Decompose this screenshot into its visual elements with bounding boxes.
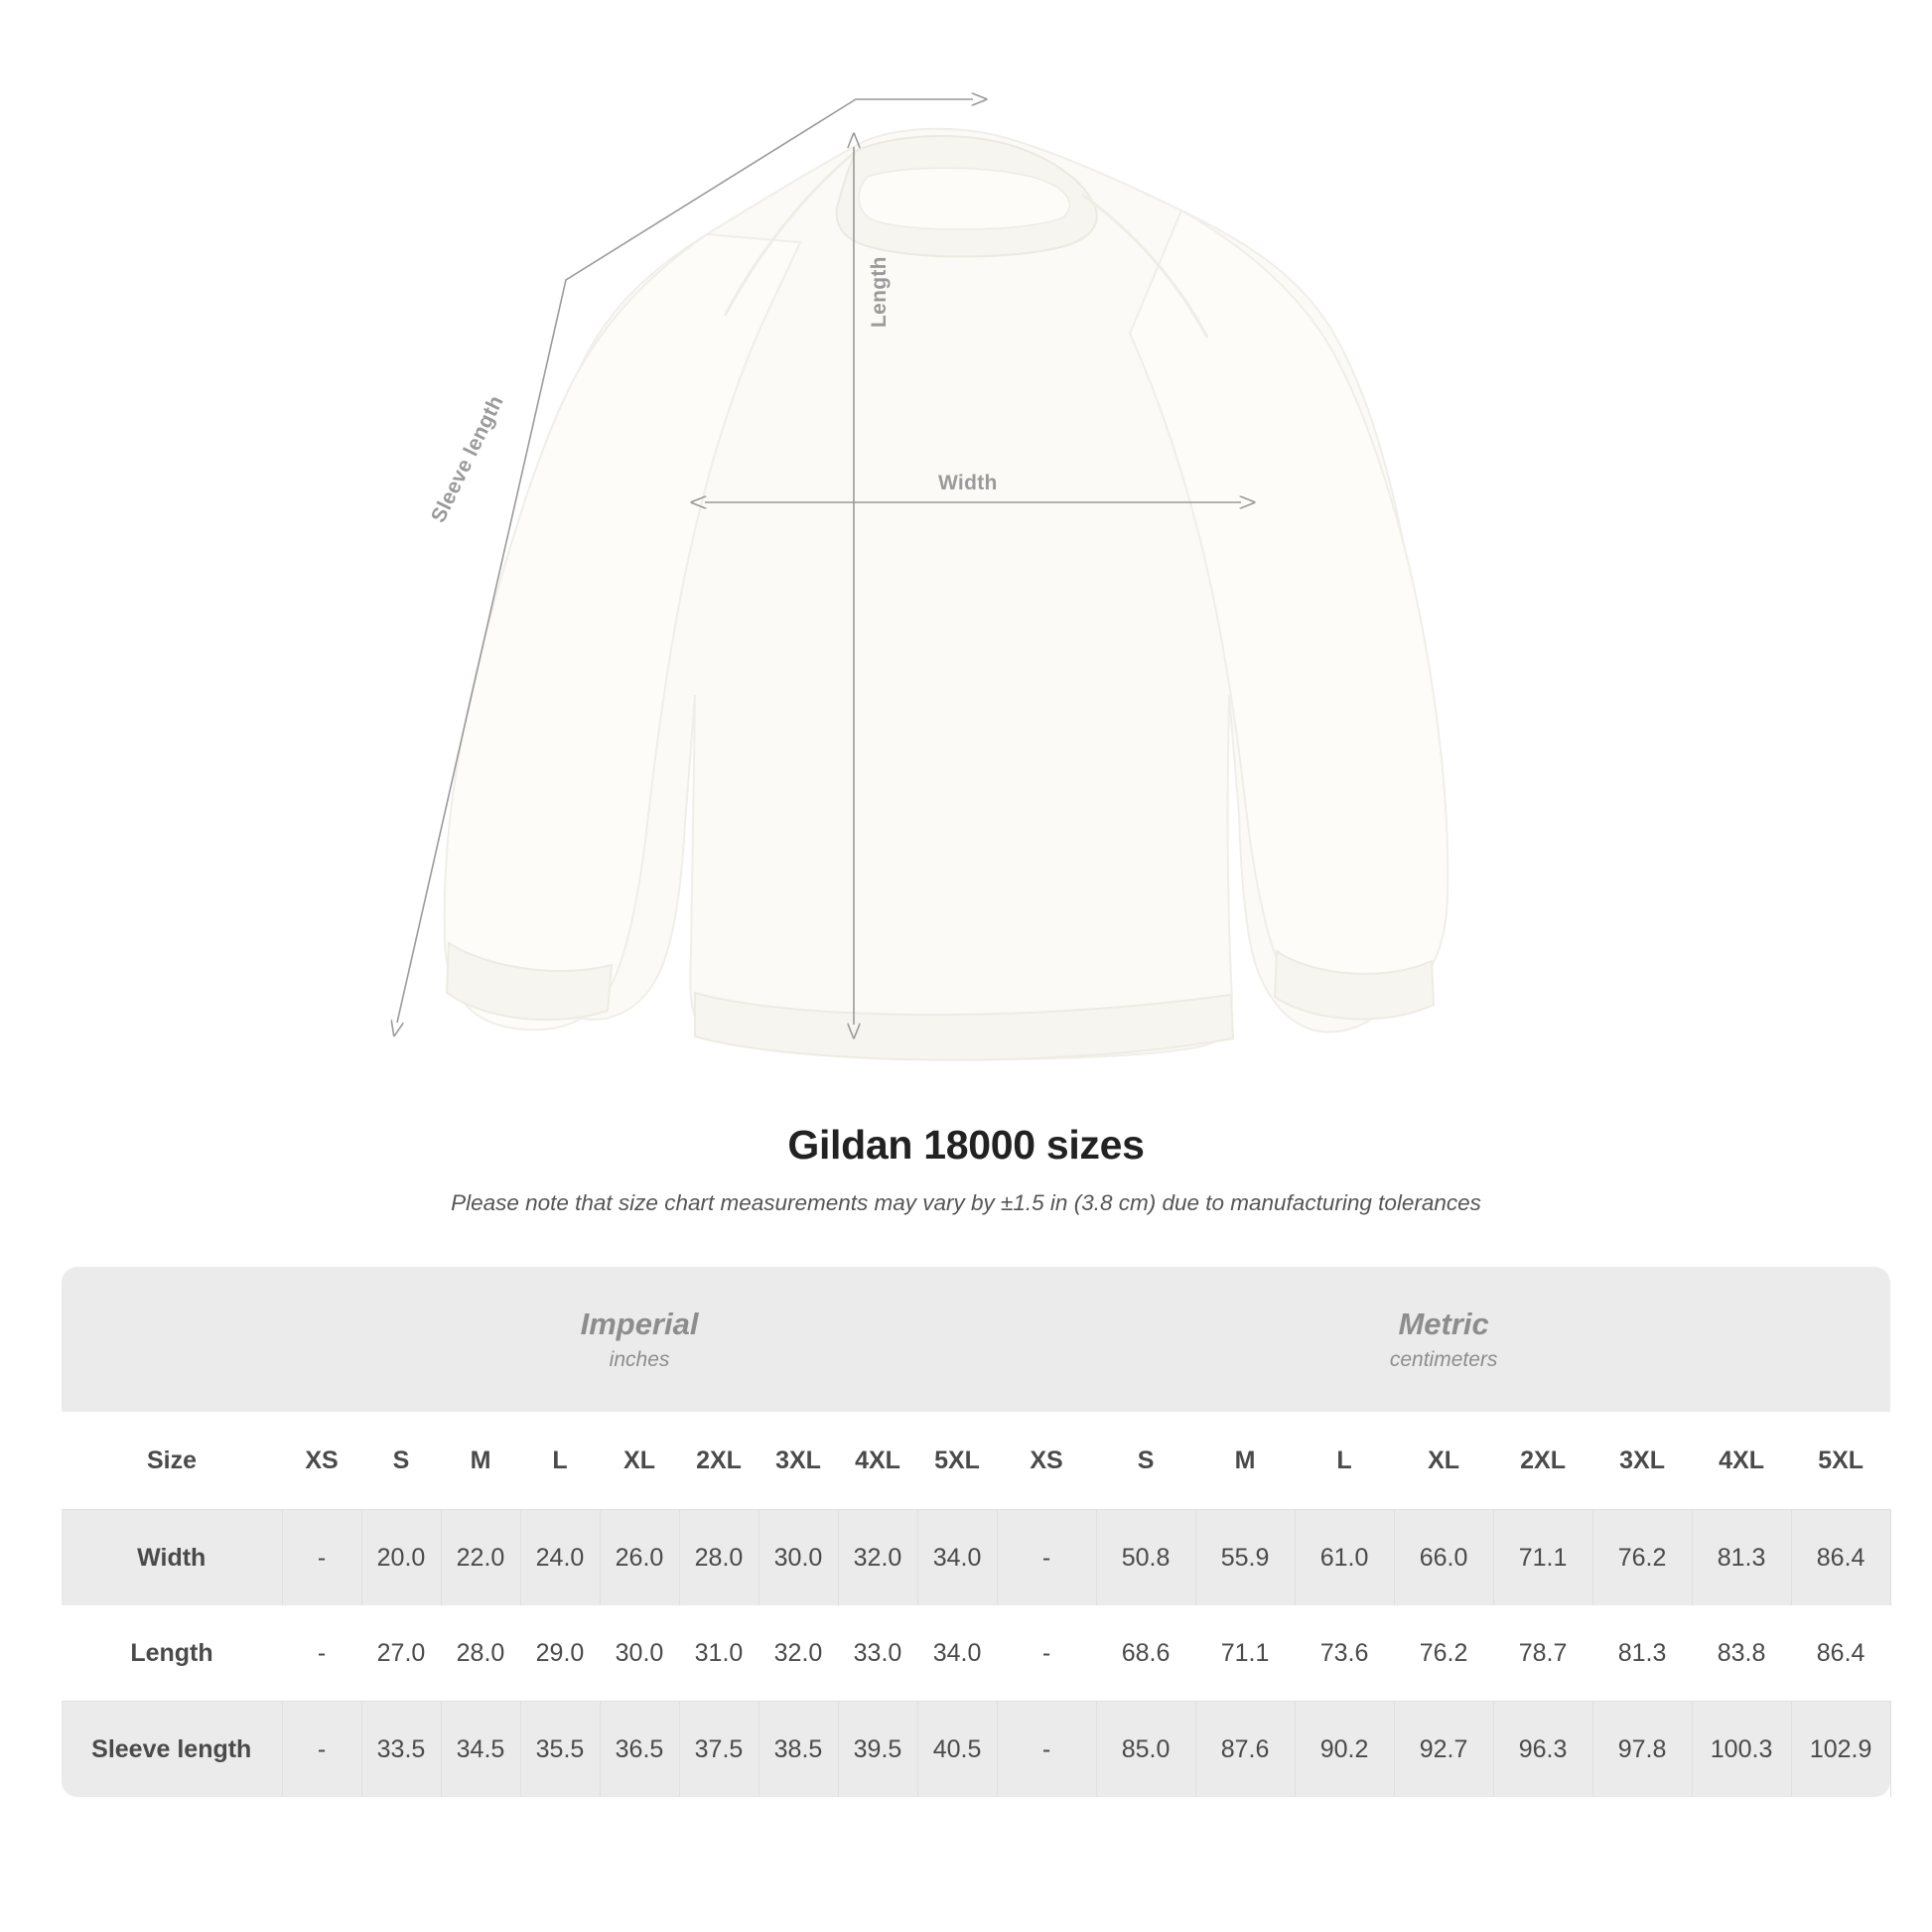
cell-width-metric-s: 50.8 bbox=[1096, 1510, 1195, 1606]
row-label-width: Width bbox=[62, 1510, 282, 1606]
cell-sleeve-imperial-l: 35.5 bbox=[520, 1702, 600, 1798]
cell-sleeve-metric-xl: 92.7 bbox=[1394, 1702, 1493, 1798]
unit-metric-name: Metric bbox=[1398, 1307, 1489, 1342]
unit-metric-cell bbox=[997, 1267, 1890, 1412]
chart-heading bbox=[0, 1122, 1932, 1216]
cell-sleeve-imperial-2xl: 37.5 bbox=[679, 1702, 759, 1798]
cell-width-imperial-5xl: 34.0 bbox=[917, 1510, 997, 1606]
size-header-metric-xs: XS bbox=[997, 1412, 1096, 1510]
cell-length-imperial-5xl: 34.0 bbox=[917, 1605, 997, 1702]
size-header-imperial-2xl: 2XL bbox=[679, 1412, 759, 1510]
cell-sleeve-imperial-s: 33.5 bbox=[361, 1702, 441, 1798]
unit-imperial-name: Imperial bbox=[580, 1307, 699, 1342]
cell-sleeve-imperial-3xl: 38.5 bbox=[759, 1702, 838, 1798]
length-dimension-label: Length bbox=[868, 256, 891, 328]
cell-width-metric-m: 55.9 bbox=[1195, 1510, 1295, 1606]
cell-length-metric-l: 73.6 bbox=[1295, 1605, 1394, 1702]
cell-width-imperial-xs: - bbox=[282, 1510, 361, 1606]
cell-sleeve-metric-2xl: 96.3 bbox=[1493, 1702, 1592, 1798]
cell-length-imperial-xl: 30.0 bbox=[600, 1605, 679, 1702]
unit-header-row bbox=[62, 1267, 1890, 1412]
size-header-row bbox=[62, 1412, 1890, 1510]
size-header-imperial-4xl: 4XL bbox=[838, 1412, 917, 1510]
cell-length-imperial-l: 29.0 bbox=[520, 1605, 600, 1702]
cell-width-imperial-s: 20.0 bbox=[361, 1510, 441, 1606]
size-header-metric-4xl: 4XL bbox=[1692, 1412, 1791, 1510]
size-header-imperial-l: L bbox=[520, 1412, 600, 1510]
unit-spacer-cell bbox=[62, 1267, 282, 1412]
cell-length-imperial-m: 28.0 bbox=[441, 1605, 520, 1702]
cell-sleeve-metric-3xl: 97.8 bbox=[1592, 1702, 1692, 1798]
cell-length-imperial-xs: - bbox=[282, 1605, 361, 1702]
size-table-container bbox=[62, 1267, 1870, 1797]
cell-width-metric-xl: 66.0 bbox=[1394, 1510, 1493, 1606]
size-header-metric-2xl: 2XL bbox=[1493, 1412, 1592, 1510]
size-header-metric-3xl: 3XL bbox=[1592, 1412, 1692, 1510]
cell-length-imperial-4xl: 33.0 bbox=[838, 1605, 917, 1702]
cell-width-metric-5xl: 86.4 bbox=[1791, 1510, 1890, 1606]
cell-width-imperial-xl: 26.0 bbox=[600, 1510, 679, 1606]
cell-length-metric-xl: 76.2 bbox=[1394, 1605, 1493, 1702]
cell-sleeve-metric-5xl: 102.9 bbox=[1791, 1702, 1890, 1798]
cell-width-metric-xs: - bbox=[997, 1510, 1096, 1606]
unit-metric-sub: centimeters bbox=[1389, 1347, 1498, 1371]
size-table bbox=[62, 1267, 1891, 1797]
size-header-metric-xl: XL bbox=[1394, 1412, 1493, 1510]
row-label-sleeve-length: Sleeve length bbox=[62, 1702, 282, 1798]
size-header-imperial-5xl: 5XL bbox=[917, 1412, 997, 1510]
size-header-imperial-xl: XL bbox=[600, 1412, 679, 1510]
cell-length-metric-xs: - bbox=[997, 1605, 1096, 1702]
size-header-imperial-s: S bbox=[361, 1412, 441, 1510]
size-header-metric-l: L bbox=[1295, 1412, 1394, 1510]
sleeve-length-dimension-label: Sleeve length bbox=[427, 391, 508, 527]
tolerance-note: Please note that size chart measurements may vary by ±1.5 in (3.8 cm) due to manufacturing tolerances bbox=[451, 1190, 1481, 1215]
sweatshirt-shape bbox=[445, 129, 1449, 1060]
cell-length-imperial-3xl: 32.0 bbox=[759, 1605, 838, 1702]
size-header-imperial-xs: XS bbox=[282, 1412, 361, 1510]
cell-length-metric-s: 68.6 bbox=[1096, 1605, 1195, 1702]
cell-length-metric-4xl: 83.8 bbox=[1692, 1605, 1791, 1702]
unit-imperial-sub: inches bbox=[609, 1347, 670, 1371]
cell-length-metric-m: 71.1 bbox=[1195, 1605, 1295, 1702]
cell-sleeve-imperial-5xl: 40.5 bbox=[917, 1702, 997, 1798]
cell-width-imperial-m: 22.0 bbox=[441, 1510, 520, 1606]
cell-width-metric-3xl: 76.2 bbox=[1592, 1510, 1692, 1606]
cell-width-imperial-3xl: 30.0 bbox=[759, 1510, 838, 1606]
unit-imperial-cell bbox=[282, 1267, 997, 1412]
size-header-metric-m: M bbox=[1195, 1412, 1295, 1510]
cell-length-metric-5xl: 86.4 bbox=[1791, 1605, 1890, 1702]
cell-sleeve-imperial-xs: - bbox=[282, 1702, 361, 1798]
width-dimension-label: Width bbox=[938, 472, 998, 494]
cell-length-metric-2xl: 78.7 bbox=[1493, 1605, 1592, 1702]
cell-length-imperial-s: 27.0 bbox=[361, 1605, 441, 1702]
cell-sleeve-metric-l: 90.2 bbox=[1295, 1702, 1394, 1798]
cell-width-imperial-2xl: 28.0 bbox=[679, 1510, 759, 1606]
table-row bbox=[62, 1510, 1890, 1606]
size-header-metric-5xl: 5XL bbox=[1791, 1412, 1890, 1510]
cell-sleeve-metric-xs: - bbox=[997, 1702, 1096, 1798]
table-row bbox=[62, 1605, 1890, 1702]
cell-sleeve-imperial-xl: 36.5 bbox=[600, 1702, 679, 1798]
cell-width-imperial-4xl: 32.0 bbox=[838, 1510, 917, 1606]
cell-sleeve-metric-m: 87.6 bbox=[1195, 1702, 1295, 1798]
cell-length-imperial-2xl: 31.0 bbox=[679, 1605, 759, 1702]
cell-sleeve-imperial-m: 34.5 bbox=[441, 1702, 520, 1798]
row-label-length: Length bbox=[62, 1605, 282, 1702]
cell-sleeve-metric-s: 85.0 bbox=[1096, 1702, 1195, 1798]
cell-width-metric-l: 61.0 bbox=[1295, 1510, 1394, 1606]
size-header-imperial-3xl: 3XL bbox=[759, 1412, 838, 1510]
page-title: Gildan 18000 sizes bbox=[787, 1122, 1145, 1168]
cell-sleeve-metric-4xl: 100.3 bbox=[1692, 1702, 1791, 1798]
table-row bbox=[62, 1702, 1890, 1798]
cell-width-metric-4xl: 81.3 bbox=[1692, 1510, 1791, 1606]
size-header-metric-s: S bbox=[1096, 1412, 1195, 1510]
size-header-imperial-m: M bbox=[441, 1412, 520, 1510]
cell-width-metric-2xl: 71.1 bbox=[1493, 1510, 1592, 1606]
size-header-label: Size bbox=[62, 1412, 282, 1510]
cell-length-metric-3xl: 81.3 bbox=[1592, 1605, 1692, 1702]
cell-sleeve-imperial-4xl: 39.5 bbox=[838, 1702, 917, 1798]
cell-width-imperial-l: 24.0 bbox=[520, 1510, 600, 1606]
